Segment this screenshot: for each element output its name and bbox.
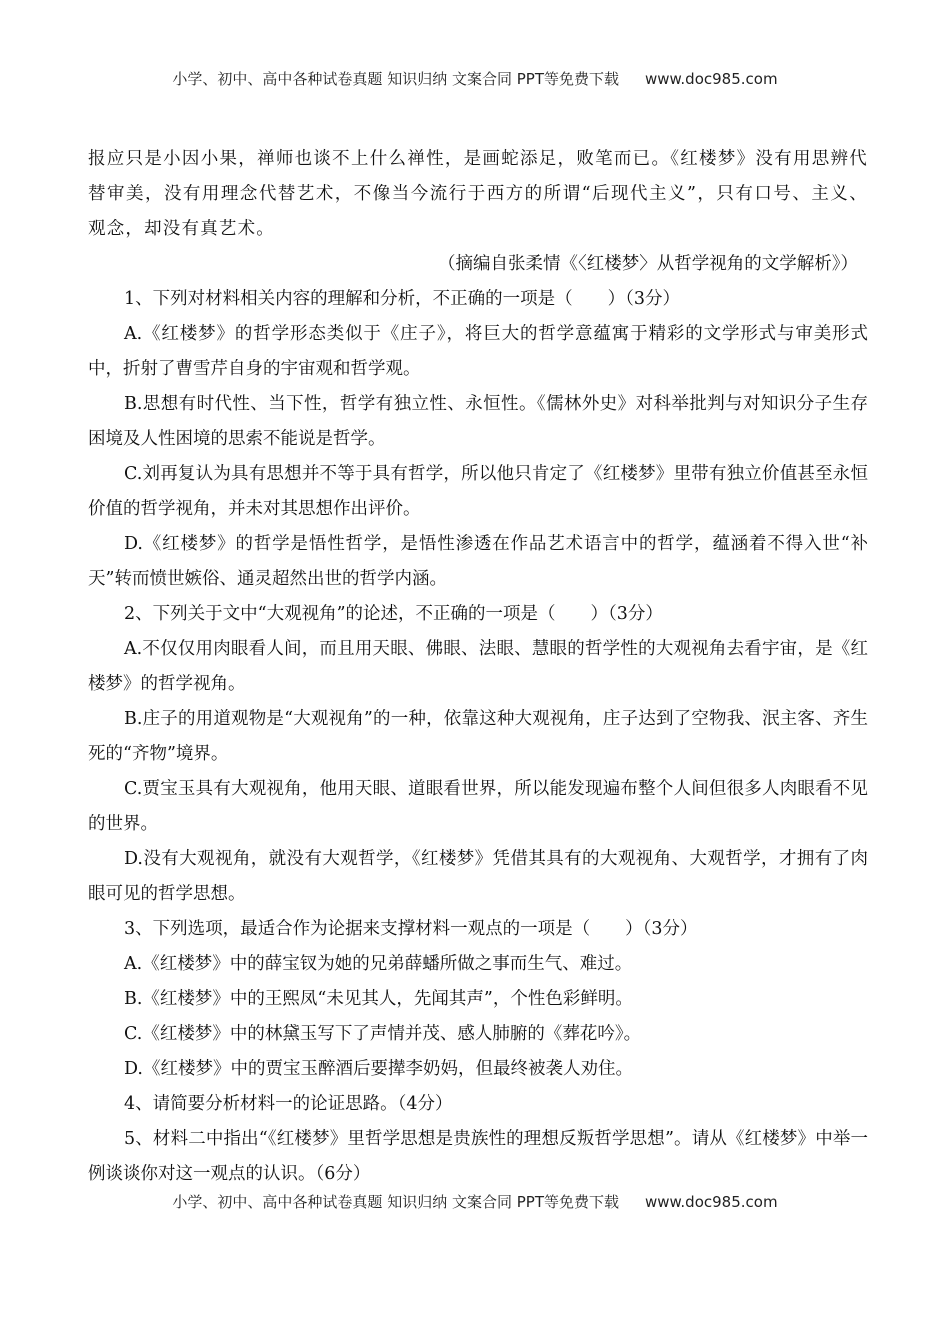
question-1-option-a: A.《红楼梦》的哲学形态类似于《庄子》，将巨大的哲学意蕴寓于精彩的文学形式与审美形式中，折射了曹雪芹自身的宇宙观和哲学观。 (88, 324, 868, 379)
question-2-option-a: A.不仅仅用肉眼看人间，而且用天眼、佛眼、法眼、慧眼的哲学性的大观视角去看宇宙，是《红楼梦》的哲学视角。 (88, 639, 868, 694)
header-site-link[interactable]: www.doc985.com (644, 70, 778, 88)
question-1-option-d: D.《红楼梦》的哲学是悟性哲学，是悟性渗透在作品艺术语言中的哲学，蕴涵着不得入世“补天”转而愤世嫉俗、通灵超然出世的哲学内涵。 (88, 534, 868, 589)
question-1-stem: 1、下列对材料相关内容的理解和分析，不正确的一项是（ ）（3分） (124, 289, 681, 309)
question-1-option-c: C.刘再复认为具有思想并不等于具有哲学，所以他只肯定了《红楼梦》里带有独立价值甚至永恒价值的哲学视角，并未对其思想作出评价。 (88, 464, 868, 519)
page-footer (0, 1191, 950, 1212)
question-2-option-b: B.庄子的用道观物是“大观视角”的一种，依靠这种大观视角，庄子达到了空物我、泯主客、齐生死的“齐物”境界。 (88, 709, 868, 764)
footer-text: 小学、初中、高中各种试卷真题 知识归纳 文案合同 PPT等免费下载 (172, 1193, 619, 1211)
page-header (0, 68, 950, 89)
question-5-stem: 5、材料二中指出“《红楼梦》里哲学思想是贵族性的理想反叛哲学思想”。请从《红楼梦》中举一例谈谈你对这一观点的认识。（6分） (88, 1129, 868, 1184)
question-3-option-d: D.《红楼梦》中的贾宝玉醉酒后要撵李奶妈，但最终被袭人劝住。 (124, 1059, 633, 1079)
header-text: 小学、初中、高中各种试卷真题 知识归纳 文案合同 PPT等免费下载 (172, 70, 619, 88)
passage-text: 报应只是小因小果，禅师也谈不上什么禅性，是画蛇添足，败笔而已。《红楼梦》没有用思辨代替审美，没有用理念代替艺术，不像当今流行于西方的所谓“后现代主义”，只有口号、主义、观念，却没有真艺术。 (88, 149, 868, 239)
passage-source: （摘编自张柔情《〈红楼梦〉从哲学视角的文学解析》） (438, 254, 858, 274)
question-3-option-b: B.《红楼梦》中的王熙凤“未见其人，先闻其声”，个性色彩鲜明。 (124, 989, 633, 1009)
question-3-option-c: C.《红楼梦》中的林黛玉写下了声情并茂、感人肺腑的《葬花吟》。 (124, 1024, 642, 1044)
exam-content (88, 142, 868, 1192)
footer-site-link[interactable]: www.doc985.com (644, 1193, 778, 1211)
question-2-option-d: D.没有大观视角，就没有大观哲学，《红楼梦》凭借其具有的大观视角、大观哲学，才拥有了肉眼可见的哲学思想。 (88, 849, 868, 904)
question-1-option-b: B.思想有时代性、当下性，哲学有独立性、永恒性。《儒林外史》对科举批判与对知识分子生存困境及人性困境的思索不能说是哲学。 (88, 394, 868, 449)
question-2-option-c: C.贾宝玉具有大观视角，他用天眼、道眼看世界，所以能发现遍布整个人间但很多人肉眼看不见的世界。 (88, 779, 868, 834)
question-4-stem: 4、请简要分析材料一的论证思路。（4分） (124, 1094, 453, 1114)
question-3-stem: 3、下列选项，最适合作为论据来支撑材料一观点的一项是（ ）（3分） (124, 919, 698, 939)
question-2-stem: 2、下列关于文中“大观视角”的论述，不正确的一项是（ ）（3分） (124, 604, 663, 624)
question-3-option-a: A.《红楼梦》中的薛宝钗为她的兄弟薛蟠所做之事而生气、难过。 (124, 954, 633, 974)
